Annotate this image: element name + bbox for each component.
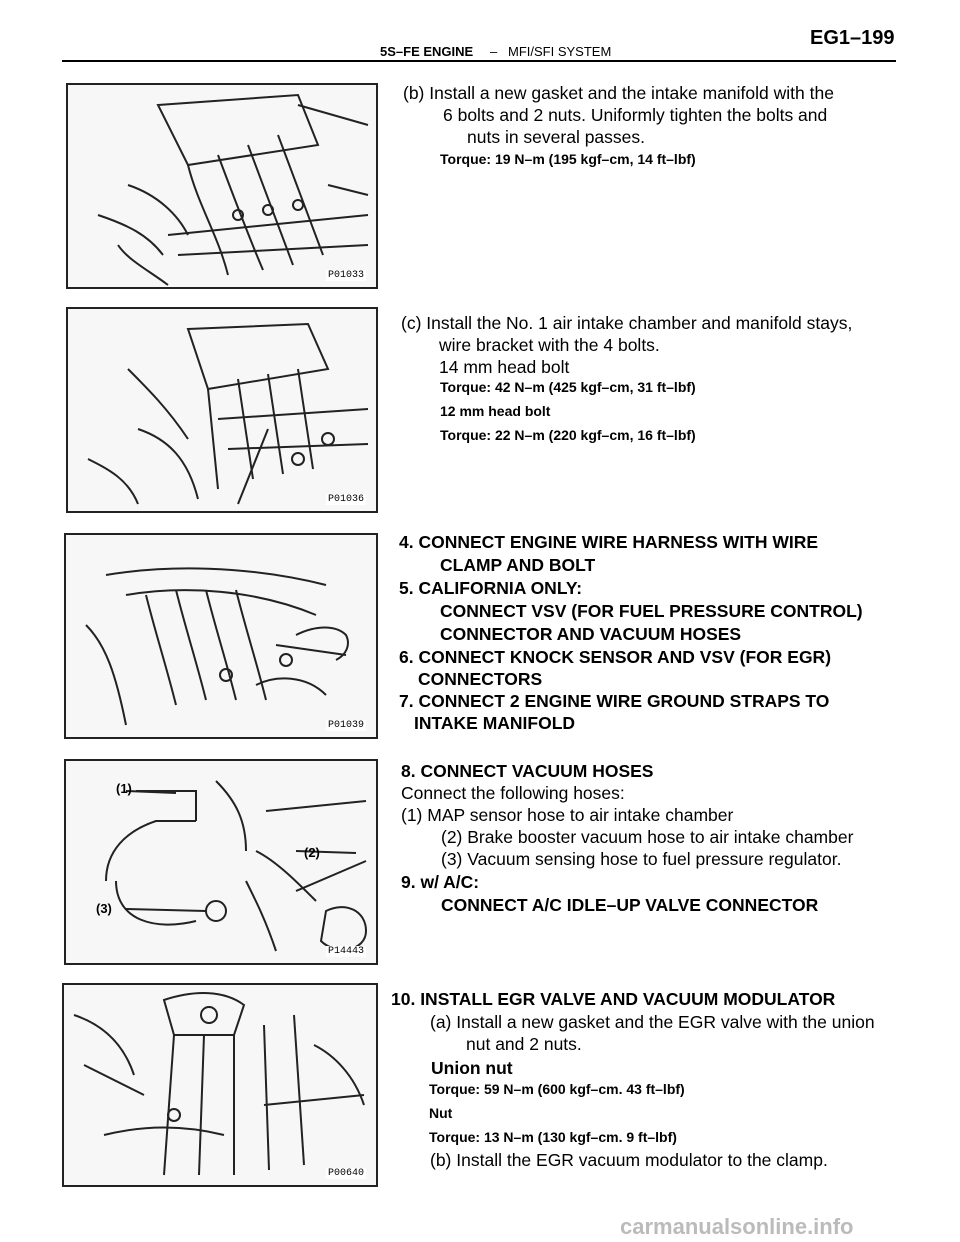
torque-spec-nut: Torque: 13 N–m (130 kgf–cm. 9 ft–lbf) bbox=[429, 1129, 677, 1145]
figure-intake-manifold bbox=[66, 83, 378, 289]
step-8-intro: Connect the following hoses: bbox=[401, 783, 625, 803]
header-system: MFI/SFI SYSTEM bbox=[508, 44, 612, 59]
step-7-line2: INTAKE MANIFOLD bbox=[414, 713, 576, 733]
step-3b-line1: (b) Install a new gasket and the intake manifold with the bbox=[403, 83, 834, 103]
torque-spec-12mm: Torque: 22 N–m (220 kgf–cm, 16 ft–lbf) bbox=[440, 427, 696, 443]
wire-harness-illustration bbox=[66, 535, 376, 737]
egr-valve-illustration bbox=[64, 985, 376, 1185]
step-8-item2: (2) Brake booster vacuum hose to air intake chamber bbox=[441, 827, 854, 847]
figure-code: P14443 bbox=[327, 946, 364, 957]
page-number: EG1–199 bbox=[810, 27, 895, 49]
step-6-line2: CONNECTORS bbox=[418, 669, 543, 689]
air-intake-chamber-illustration bbox=[68, 309, 376, 511]
step-10a-line1: (a) Install a new gasket and the EGR valve with the union bbox=[430, 1012, 875, 1032]
figure-air-intake-chamber bbox=[66, 307, 378, 513]
figure-code: P01036 bbox=[327, 494, 364, 505]
step-3b-line2: 6 bolts and 2 nuts. Uniformly tighten the bolts and bbox=[443, 105, 828, 125]
callout-3: (3) bbox=[96, 901, 112, 916]
step-5-line3: CONNECTOR AND VACUUM HOSES bbox=[440, 624, 742, 644]
union-nut-label: Union nut bbox=[431, 1058, 513, 1078]
intake-manifold-illustration bbox=[68, 85, 376, 287]
figure-code: P00640 bbox=[327, 1168, 364, 1179]
figure-wire-harness bbox=[64, 533, 378, 739]
step-8-item3: (3) Vacuum sensing hose to fuel pressure regulator. bbox=[441, 849, 842, 869]
step-9-line2: CONNECT A/C IDLE–UP VALVE CONNECTOR bbox=[441, 895, 819, 915]
header-rule bbox=[62, 60, 896, 62]
callout-2: (2) bbox=[304, 845, 320, 860]
step-5-line1: 5. CALIFORNIA ONLY: bbox=[399, 578, 583, 598]
callout-1: (1) bbox=[116, 781, 132, 796]
step-3c-line1: (c) Install the No. 1 air intake chamber and manifold stays, bbox=[401, 313, 853, 333]
nut-label: Nut bbox=[429, 1105, 453, 1121]
step-5-line2: CONNECT VSV (FOR FUEL PRESSURE CONTROL) bbox=[440, 601, 863, 621]
figure-code: P01033 bbox=[327, 270, 364, 281]
bolt-size-12mm: 12 mm head bolt bbox=[440, 403, 551, 419]
step-10a-line2: nut and 2 nuts. bbox=[466, 1034, 582, 1054]
step-9-line1: 9. w/ A/C: bbox=[401, 872, 480, 892]
step-6-line1: 6. CONNECT KNOCK SENSOR AND VSV (FOR EGR) bbox=[399, 647, 832, 667]
step-8-heading: 8. CONNECT VACUUM HOSES bbox=[401, 761, 654, 781]
torque-spec: Torque: 19 N–m (195 kgf–cm, 14 ft–lbf) bbox=[440, 151, 696, 167]
torque-spec-14mm: Torque: 42 N–m (425 kgf–cm, 31 ft–lbf) bbox=[440, 379, 696, 395]
figure-vacuum-hoses bbox=[64, 759, 378, 965]
watermark: carmanualsonline.info bbox=[620, 1214, 854, 1239]
step-7-line1: 7. CONNECT 2 ENGINE WIRE GROUND STRAPS TO bbox=[399, 691, 830, 711]
torque-spec-union-nut: Torque: 59 N–m (600 kgf–cm. 43 ft–lbf) bbox=[429, 1081, 685, 1097]
header-engine: 5S–FE ENGINE bbox=[380, 44, 474, 59]
step-3b-line3: nuts in several passes. bbox=[467, 127, 646, 147]
figure-code: P01039 bbox=[327, 720, 364, 731]
step-3c-line2: wire bracket with the 4 bolts. bbox=[439, 335, 660, 355]
step-10b-line: (b) Install the EGR vacuum modulator to the clamp. bbox=[430, 1150, 828, 1170]
figure-egr-valve bbox=[62, 983, 378, 1187]
header-dash: – bbox=[490, 44, 498, 59]
step-3c-line3: 14 mm head bolt bbox=[439, 357, 570, 377]
step-4-line1: 4. CONNECT ENGINE WIRE HARNESS WITH WIRE bbox=[399, 532, 819, 552]
step-10-heading: 10. INSTALL EGR VALVE AND VACUUM MODULATOR bbox=[391, 989, 836, 1009]
step-4-line2: CLAMP AND BOLT bbox=[440, 555, 596, 575]
vacuum-hoses-illustration bbox=[66, 761, 376, 963]
step-8-item1: (1) MAP sensor hose to air intake chamber bbox=[401, 805, 734, 825]
